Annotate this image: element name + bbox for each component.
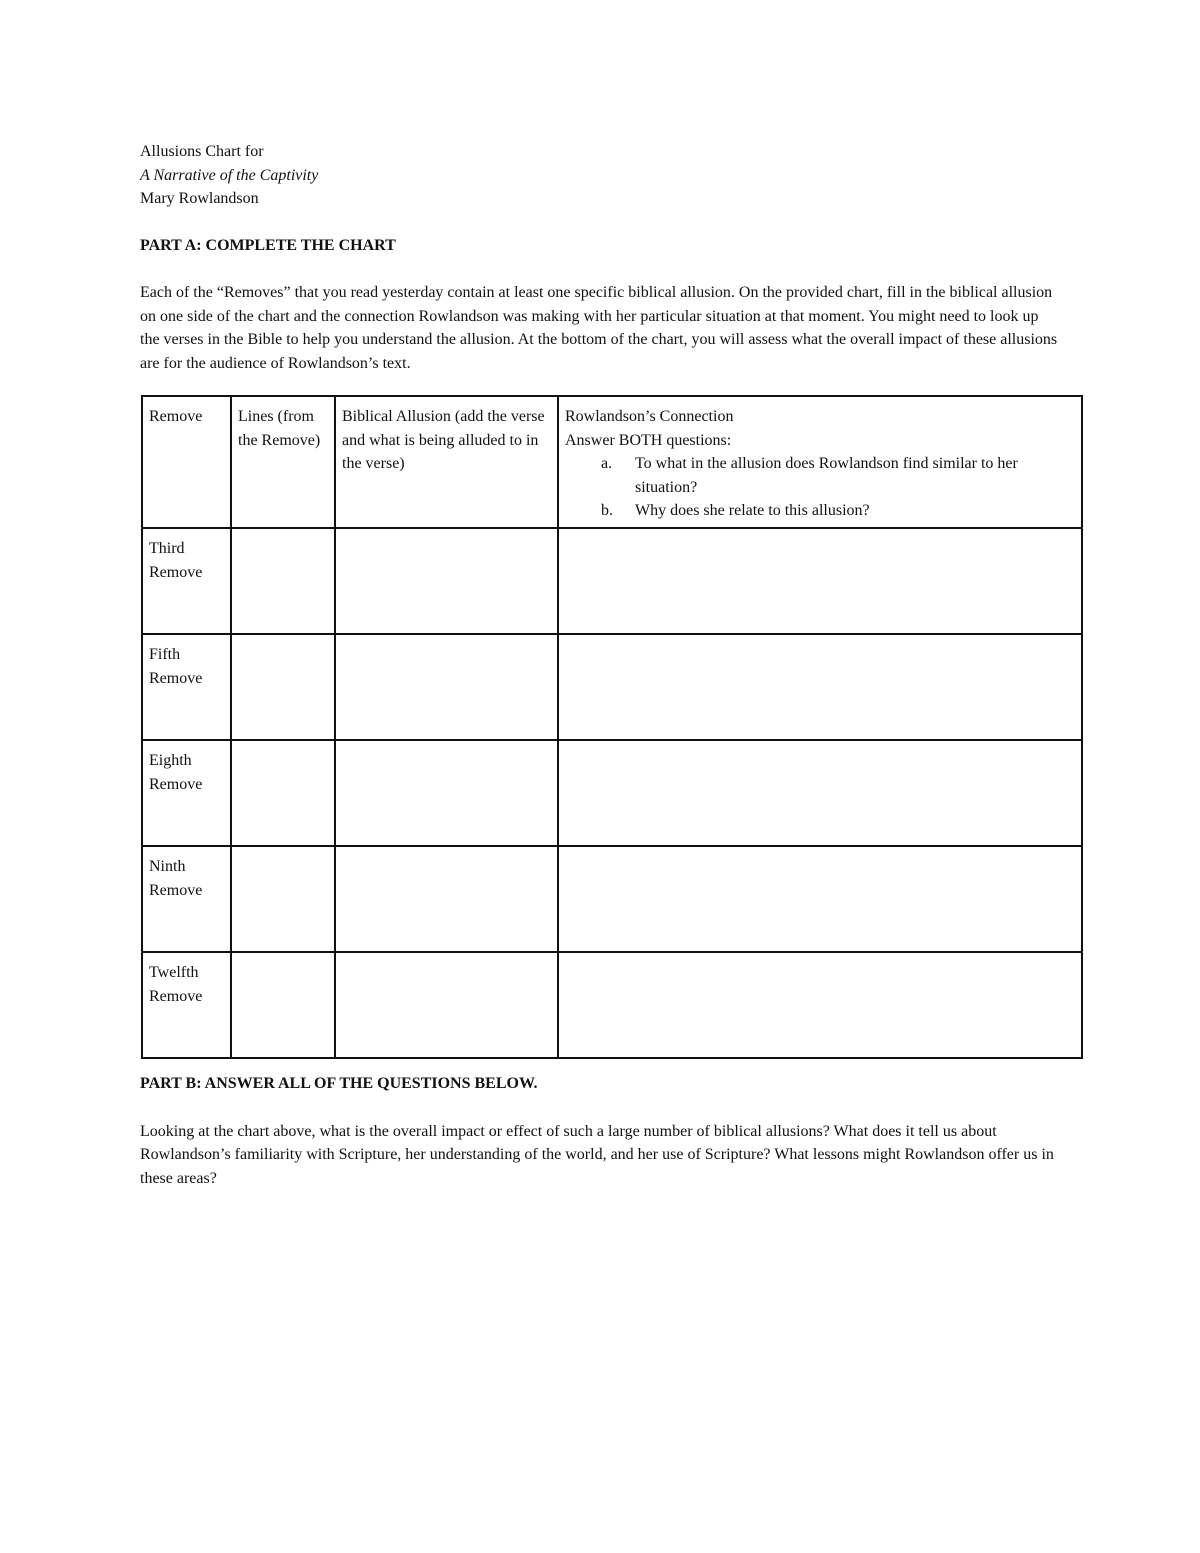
allusion-cell[interactable] bbox=[335, 846, 558, 952]
header-remove: Remove bbox=[142, 396, 231, 528]
connection-cell[interactable] bbox=[558, 846, 1082, 952]
work-title: A Narrative of the Captivity bbox=[140, 166, 319, 184]
lines-cell[interactable] bbox=[231, 952, 335, 1058]
part-a-heading: PART A: COMPLETE THE CHART bbox=[140, 236, 396, 254]
lines-cell[interactable] bbox=[231, 740, 335, 846]
allusion-cell[interactable] bbox=[335, 740, 558, 846]
connection-title: Rowlandson’s Connection bbox=[565, 408, 734, 425]
question-b-text: Why does she relate to this allusion? bbox=[635, 502, 870, 519]
question-a bbox=[565, 452, 1075, 499]
connection-cell[interactable] bbox=[558, 634, 1082, 740]
connection-cell[interactable] bbox=[558, 740, 1082, 846]
lines-cell[interactable] bbox=[231, 846, 335, 952]
question-b bbox=[565, 499, 1075, 523]
part-b-section bbox=[140, 1072, 1060, 1190]
part-b-question: Looking at the chart above, what is the overall impact or effect of such a large number of biblical allusions? What does it tell us about Rowlandson’s familiarity with Scripture, her understanding of the world, and her use of Scripture? What lessons might Rowlandson offer us in these areas? bbox=[140, 1122, 1054, 1187]
header-lines: Lines (from the Remove) bbox=[231, 396, 335, 528]
lines-cell[interactable] bbox=[231, 634, 335, 740]
worksheet-title: Allusions Chart for bbox=[140, 143, 264, 160]
row-remove-label: Twelfth Remove bbox=[142, 952, 231, 1058]
connection-questions bbox=[565, 452, 1075, 523]
row-remove-label: Eighth Remove bbox=[142, 740, 231, 846]
row-remove-label: Third Remove bbox=[142, 528, 231, 634]
part-a-instructions: Each of the “Removes” that you read yesterday contain at least one specific biblical allusion. On the provided chart, fill in the biblical allusion on one side of the chart and the connection Rowlandson was making with her particular situation at that moment. You might need to look up the verses in the Bible to help you understand the allusion. At the bottom of the chart, you will assess what the overall impact of these allusions are for the audience of Rowlandson’s text. bbox=[140, 284, 1058, 372]
connection-cell[interactable] bbox=[558, 952, 1082, 1058]
connection-cell[interactable] bbox=[558, 528, 1082, 634]
lines-cell[interactable] bbox=[231, 528, 335, 634]
allusion-cell[interactable] bbox=[335, 528, 558, 634]
row-remove-label: Ninth Remove bbox=[142, 846, 231, 952]
author-name: Mary Rowlandson bbox=[140, 190, 259, 207]
header-allusion: Biblical Allusion (add the verse and what is being alluded to in the verse) bbox=[335, 396, 558, 528]
chart-row-ninth bbox=[142, 846, 1082, 952]
row-remove-label: Fifth Remove bbox=[142, 634, 231, 740]
part-b-heading: PART B: ANSWER ALL OF THE QUESTIONS BELOW. bbox=[140, 1075, 538, 1092]
chart-row-twelfth bbox=[142, 952, 1082, 1058]
connection-instruction: Answer BOTH questions: bbox=[565, 431, 732, 449]
chart-header-row bbox=[142, 396, 1082, 528]
allusions-chart bbox=[141, 395, 1083, 1059]
question-b-marker: b. bbox=[601, 502, 613, 519]
chart-row-eighth bbox=[142, 740, 1082, 846]
question-a-marker: a. bbox=[601, 455, 613, 472]
chart-row-fifth bbox=[142, 634, 1082, 740]
worksheet-header bbox=[140, 140, 1085, 375]
allusion-cell[interactable] bbox=[335, 634, 558, 740]
question-a-text: To what in the allusion does Rowlandson find similar to her situation? bbox=[635, 455, 1018, 496]
header-connection bbox=[558, 396, 1082, 528]
allusion-cell[interactable] bbox=[335, 952, 558, 1058]
chart-row-third bbox=[142, 528, 1082, 634]
